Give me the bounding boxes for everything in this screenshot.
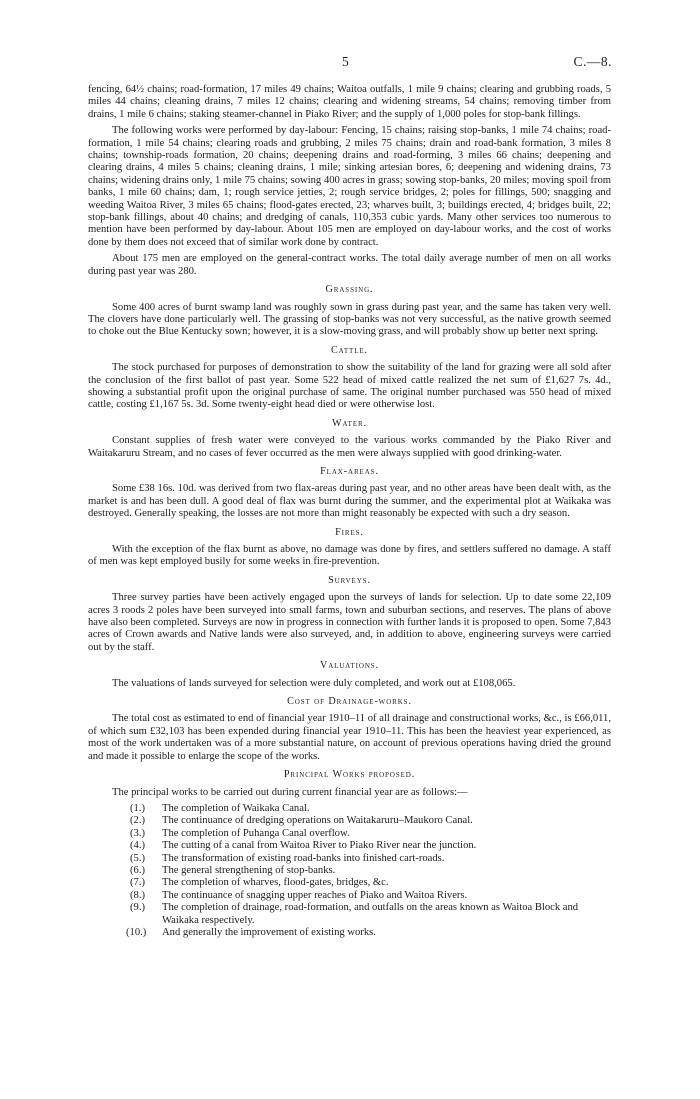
heading-cattle: Cattle. [330,344,369,356]
list-item-text: The continuance of snagging upper reaches of Piako and Waitoa Rivers. [162,889,468,901]
paragraph-fires: With the exception of the flax burnt as above, no damage was done by fires, and settlers suffered no damage. A staff of men was kept employed busily for some weeks in fire-prevention. [88,544,611,568]
paragraph-valuations: The valuations of lands surveyed for selection were duly completed, and work out at £108,065. [112,677,516,689]
list-item-text: And generally the improvement of existing works. [162,926,376,938]
paragraph-men-employed: About 175 men are employed on the general-contract works. The total daily average number of men on all works during past year was 280. [88,253,611,277]
paragraph-water: Constant supplies of fresh water were conveyed to the various works commanded by the Piako River and Waitakaruru Stream, and no cases of fever occurred as the men were always supplied with good drinking-water. [88,435,611,459]
list-item [88,927,611,939]
list-item-text: The completion of Waikaka Canal. [162,802,310,814]
list-item-number: (8.) [130,889,146,901]
paragraph-works-intro: The principal works to be carried out during current financial year are as follows:— [112,786,468,798]
list-item-text: The completion of Puhanga Canal overflow. [162,827,350,839]
page-number: 5 [342,54,349,69]
list-item [88,840,611,852]
list-item-number: (10.) [126,926,147,938]
list-item-number: (3.) [130,827,146,839]
list-item [88,877,611,889]
list-item-number: (9.) [130,902,146,914]
list-item [88,853,611,865]
list-item [88,828,611,840]
page-reference: C.—8. [573,54,612,69]
paragraph-grassing: Some 400 acres of burnt swamp land was roughly sown in grass during past year, and the same has taken very well. The clovers have done particularly well. The grassing of stop-banks was not very successful, as the native growth seemed to choke out the Blue Kentucky sown; however, it is a slow-moving grass, and will probably show up better next spring. [88,301,611,338]
heading-flax-areas: Flax-areas. [320,465,379,477]
list-item-number: (1.) [130,802,146,814]
list-item [88,890,611,902]
proposed-works-list [88,803,611,939]
heading-fires: Fires. [335,526,364,538]
list-item-text: The transformation of existing road-banks into finished cart-roads. [162,852,445,864]
paragraph-day-labour: The following works were performed by day-labour: Fencing, 15 chains; raising stop-banks, 1 mile 74 chains; road-formation, 1 mile 54 chains; clearing roads and grubbing, 2 miles 75 chains; drain and road-bank formation, 3 miles 8 chains; township-roads formation, 20 chains; deepening drains and road-forming, 3 miles 66 chains; deepening and clearing drains, 4 miles 5 chains; cleaning drains, 1 mile; sinking artesian bores, 6; deepening and widening drains, 73 chains; widening drains only, 1 mile 75 chains; sowing 400 acres in grass; sowing stop-banks, 20 miles; moving spoil from banks, 1 mile 60 chains; dam, 1; rough service jetties, 2; rough service bridges, 2; poles for fillings, 500; snagging and weeding Waitoa River, 3 miles 65 chains; flood-gates erected, 23; wharves built, 3; buildings erected, 4; bridges built, 22; stop-bank fillings, about 40 chains; and dredging of canals, 110,353 cubic yards. Many other services too numerous to mention have been performed by day-labour. About 105 men are employed on day-labour works, and the cost of works done by them does not exceed that of similar work done by contract. [88,125,611,248]
list-item-text: The cutting of a canal from Waitoa River to Piako River near the junction. [162,840,477,852]
heading-valuations: Valuations. [319,660,380,672]
paragraph-cattle: The stock purchased for purposes of demonstration to show the suitability of the land for grazing were all sold after the conclusion of the first ballot of past year. Some 522 head of mixed cattle realized the net sum of £1,627 7s. 4d., showing a substantial profit upon the original purchase of same. The original number purchased was 550 head of mixed cattle, costing £1,167 5s. 3d. Some twenty-eight head died or were otherwise lost. [88,362,611,411]
heading-principal-works-proposed: Principal Works proposed. [283,769,416,781]
list-item-number: (6.) [130,864,146,876]
list-item-number: (5.) [130,852,146,864]
heading-water: Water. [331,417,368,429]
heading-grassing: Grassing. [325,284,374,296]
paragraph-cost-of-drainage-works: The total cost as estimated to end of financial year 1910–11 of all drainage and constructional works, &c., is £66,011, of which sum £32,103 has been expended during financial year 1910–11. This has been the heaviest year experienced, as most of the work undertaken was of a more substantial nature, on account of previous operations having dried the ground and made it possible to enlarge the scope of the works. [88,713,611,762]
list-item-text: The completion of drainage, road-formation, and outfalls on the areas known as Waitoa Block and Waikaka respectively. [162,902,579,926]
list-item-number: (2.) [130,815,146,827]
heading-cost-of-drainage-works: Cost of Drainage-works. [287,696,412,708]
paragraph-surveys: Three survey parties have been actively engaged upon the surveys of lands for selection. Up to date some 22,109 acres 3 roods 2 poles have been surveyed into small farms, town and suburban sections, and reserves. The plans of above have also been completed. Surveys are now in progress in connection with further lands it is proposed to open. Some 7,843 acres of Crown awards and Native lands were also surveyed, and, in addition to above, engineering surveys were carried out by the staff. [88,592,611,653]
list-item [88,803,611,815]
list-item [88,865,611,877]
paragraph-flax-areas: Some £38 16s. 10d. was derived from two flax-areas during past year, and no other areas have been dealt with, as the market is and has been dull. A good deal of flax was burnt during the summer, and the experimental plot at Waikaka was destroyed. Generally speaking, the losses are not more than might reasonably be expected with such a dry season. [88,483,611,520]
list-item [88,902,611,927]
list-item-number: (7.) [130,877,146,889]
page-header [0,56,700,72]
heading-surveys: Surveys. [328,574,371,586]
list-item [88,815,611,827]
page-body [88,84,611,939]
list-item-number: (4.) [130,840,146,852]
paragraph-contract-works: fencing, 64½ chains; road-formation, 17 miles 49 chains; Waitoa outfalls, 1 mile 9 chains; clearing and grubbing roads, 5 miles 44 chains; cleaning drains, 7 miles 12 chains; clearing and widening streams, 54 chains; removing timber from drains, 1 mile 6 chains; staking steamer-channel in Piako River; and the supply of 1,000 poles for stop-bank fillings. [88,84,611,120]
list-item-text: The continuance of dredging operations on Waitakaruru–Maukoro Canal. [162,815,473,827]
list-item-text: The completion of wharves, flood-gates, bridges, &c. [162,877,389,889]
list-item-text: The general strengthening of stop-banks. [162,864,336,876]
